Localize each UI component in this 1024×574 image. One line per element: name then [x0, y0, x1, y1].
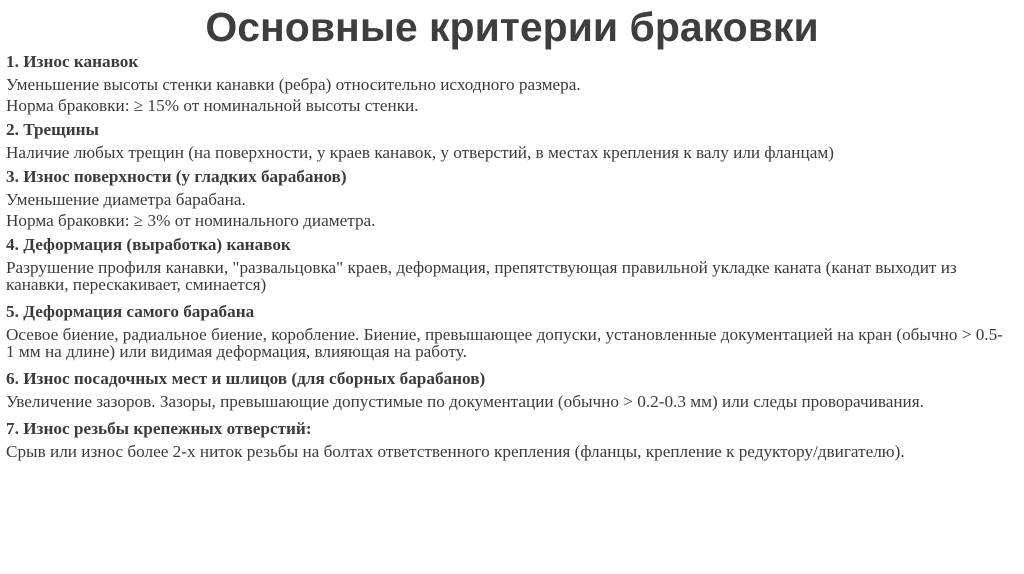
section-heading: 2. Трещины [6, 120, 99, 139]
section-text: Норма браковки: ≥ 15% от номинальной высоты стенки. [6, 96, 419, 115]
criteria-list [6, 50, 1006, 467]
section-heading: 4. Деформация (выработка) канавок [6, 235, 291, 254]
section-heading: 1. Износ канавок [6, 52, 139, 71]
criterion-section [6, 50, 1006, 118]
section-text: Наличие любых трещин (на поверхности, у краев канавок, у отверстий, в местах крепления к валу или фланцам) [6, 143, 834, 162]
section-text: Осевое биение, радиальное биение, коробление. Биение, превышающее допуски, установленные документацией на кран (обычно > 0.5-1 мм на длине) или видимая деформация, влияющая на работу. [6, 325, 1003, 361]
page-title: Основные критерии браковки [205, 4, 819, 50]
section-text: Срыв или износ более 2-х ниток резьбы на болтах ответственного крепления (фланцы, крепление к редуктору/двигателю). [6, 442, 905, 461]
section-text: Увеличение зазоров. Зазоры, превышающие допустимые по документации (обычно > 0.2-0.3 мм) или следы проворачивания. [6, 392, 924, 411]
criterion-section [6, 233, 1006, 300]
section-text: Уменьшение высоты стенки канавки (ребра) относительно исходного размера. [6, 75, 581, 94]
section-heading: 7. Износ резьбы крепежных отверстий: [6, 419, 312, 438]
section-text: Норма браковки: ≥ 3% от номинального диаметра. [6, 211, 376, 230]
criterion-section [6, 165, 1006, 233]
section-text: Разрушение профиля канавки, "развальцовка" краев, деформация, препятствующая правильной укладке каната (канат выходит из канавки, перескакивает, сминается) [6, 258, 957, 294]
section-heading: 5. Деформация самого барабана [6, 302, 255, 321]
section-text: Уменьшение диаметра барабана. [6, 190, 246, 209]
criterion-section [6, 118, 1006, 165]
criterion-section [6, 417, 1006, 467]
section-heading: 6. Износ посадочных мест и шлицов (для сборных барабанов) [6, 369, 486, 388]
section-heading: 3. Износ поверхности (у гладких барабанов) [6, 167, 347, 186]
criterion-section [6, 300, 1006, 367]
criterion-section [6, 367, 1006, 417]
